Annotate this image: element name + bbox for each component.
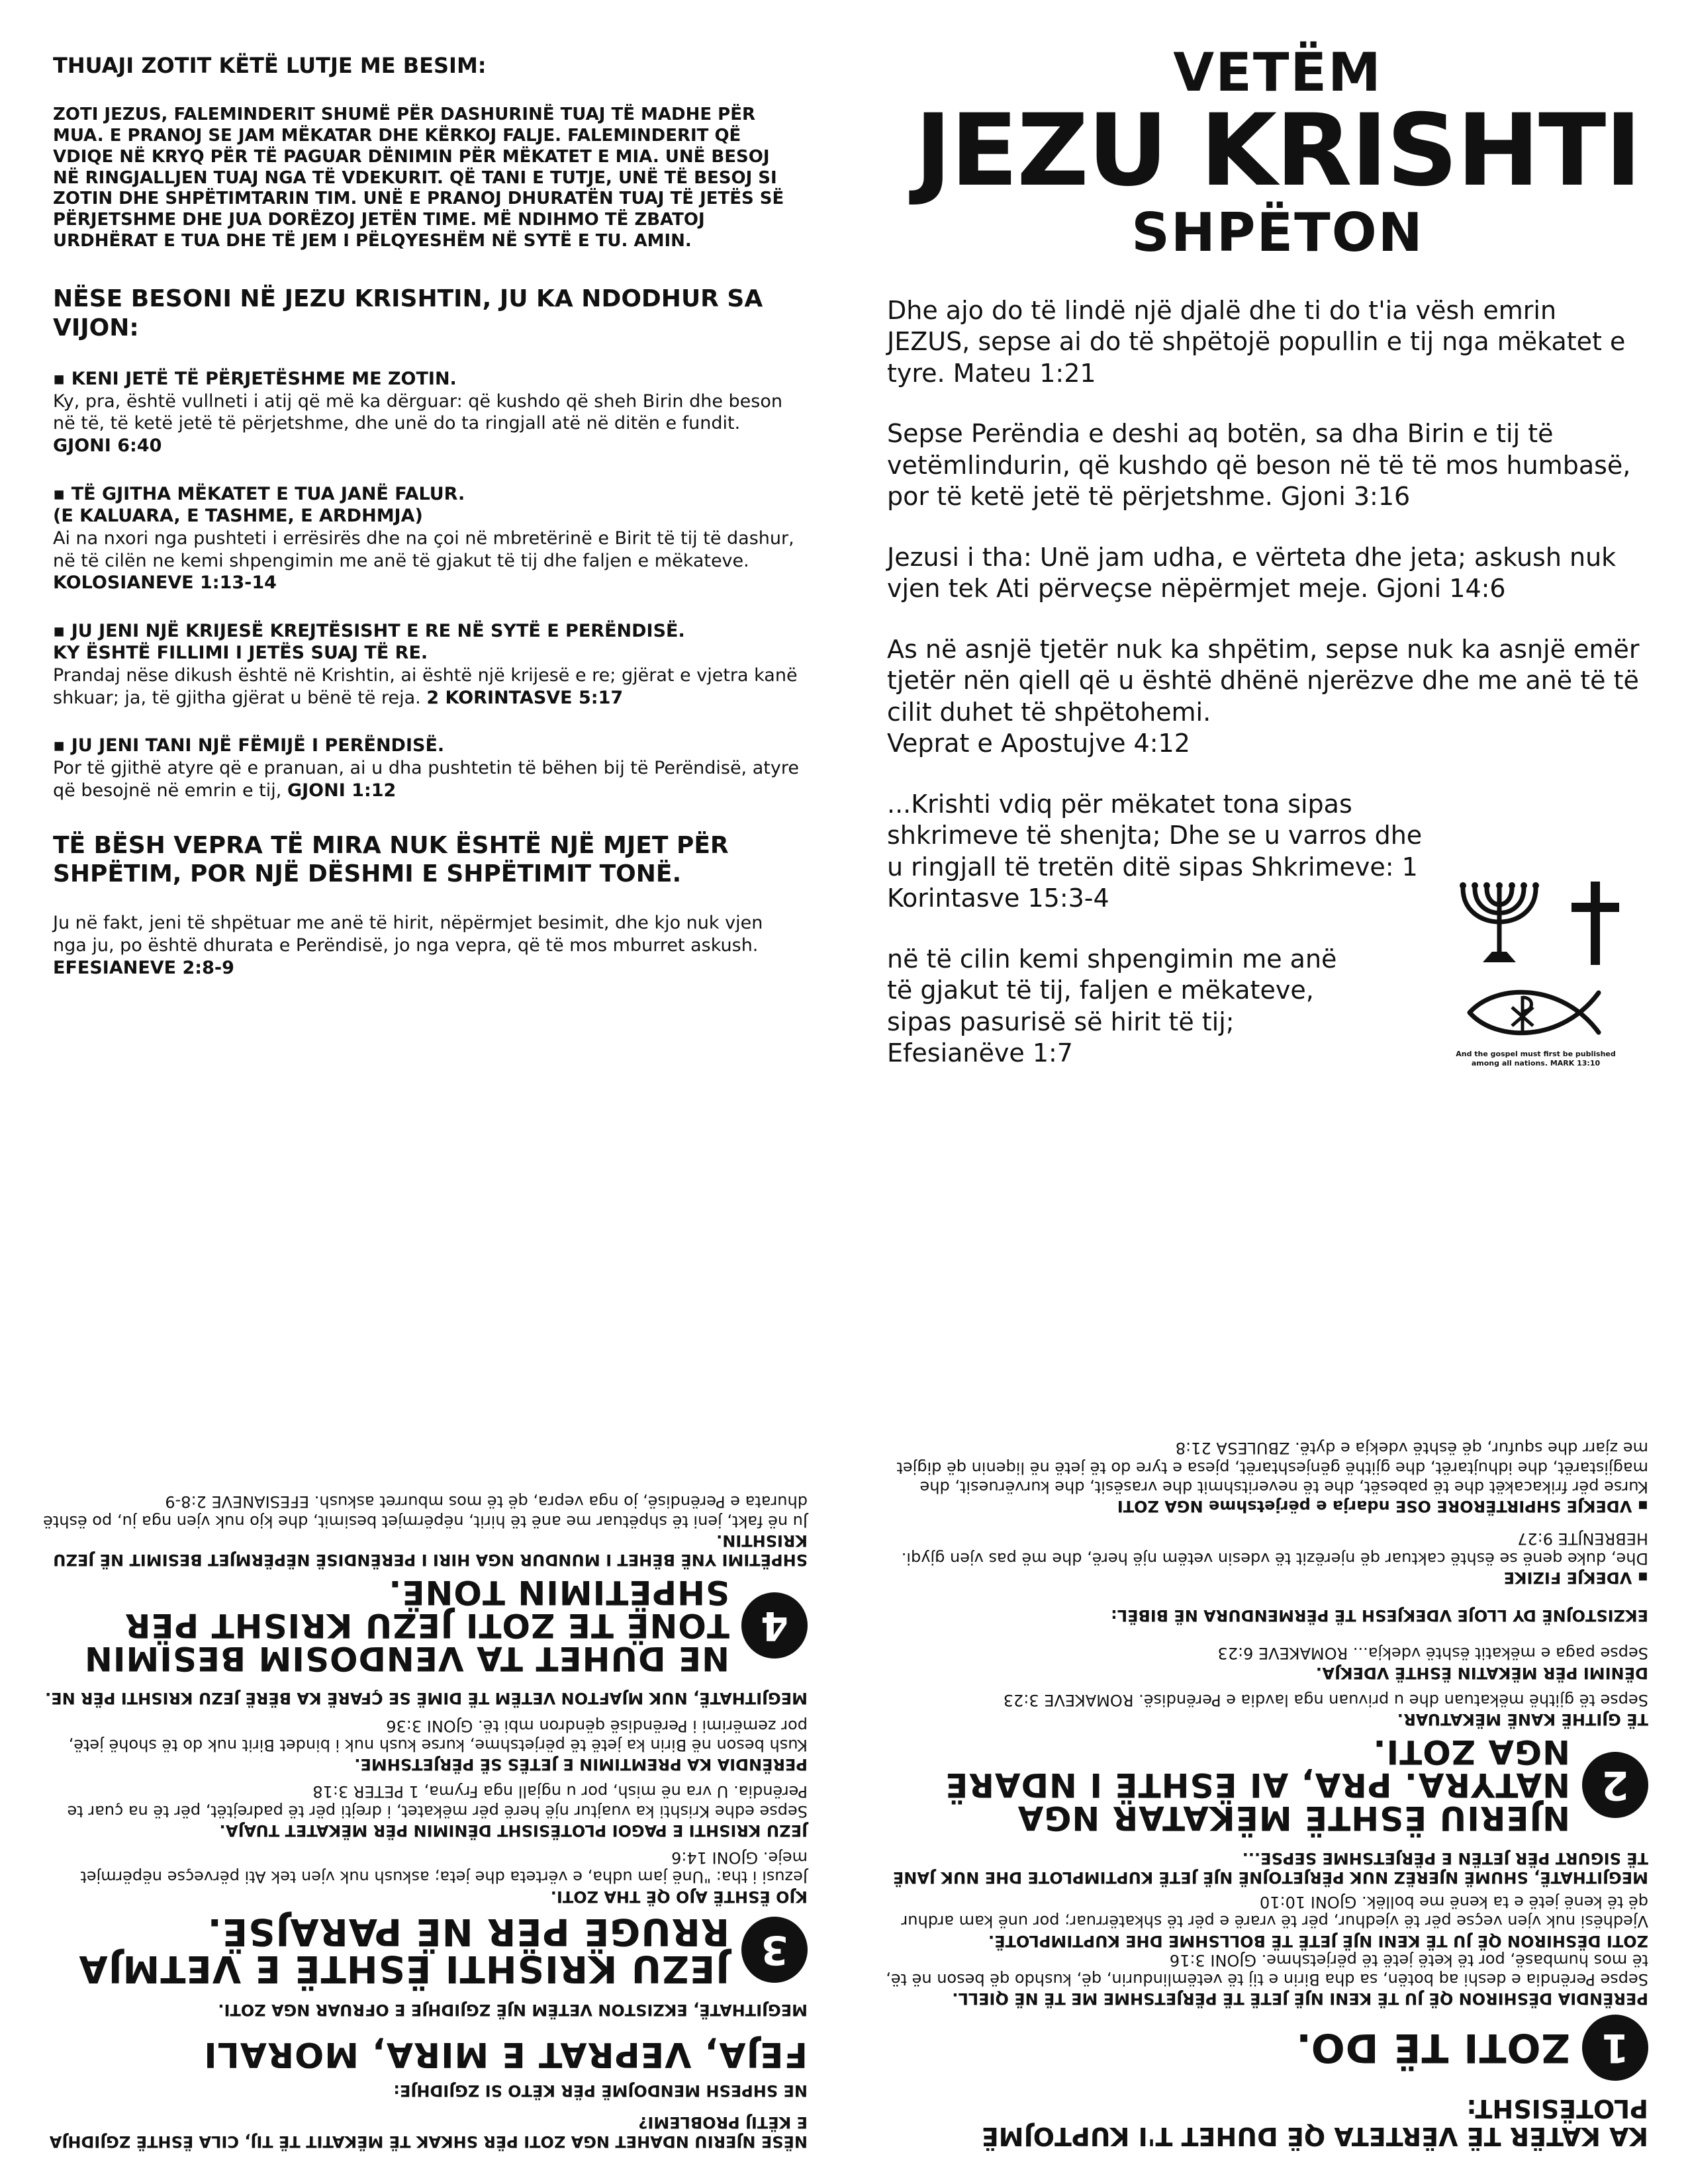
truth-3-text4: MEGJITHATË, NUK MJAFTON VETËM TË DIMË SE ÇFARË KA BËRË JEZU KRISHTI PËR NE. — [45, 1689, 808, 1708]
truth-3-text2: JEZU KRISHTI E PAGOI PLOTËSISHT DËNIMIN PËR MËKATET TUAJA. — [219, 1821, 808, 1840]
truth-2-text5: ▪ VDEKJE SHPIRTËRORE OSE ndarja e përjetshme NGA ZOTI — [1117, 1497, 1648, 1516]
truth-2-verse4: Dhe, duke qenë se është caktuar që njerëzit të vdesin vetëm një herë, dhe më pas vjen gjyqi. HEBRENJTE 9:27 — [901, 1529, 1648, 1568]
truth-2-header — [880, 1733, 1648, 1838]
works-ref: EFESIANEVE 2:8-9 — [53, 957, 234, 978]
truth-number: 2 — [1582, 1752, 1648, 1818]
truth-2-verse2: Sepse paga e mëkatit është vdekja... ROMAKEVE 6:23 — [1217, 1644, 1648, 1663]
truth-title: NE DUHET TA VENDOSIM BESIMIN TONË TE ZOTI JEZU KRISHT PËR SHPËTIMIN TONË. — [84, 1573, 729, 1678]
verse-korintasve: ...Krishti vdiq për mëkatet tona sipas shkrimeve të shenjta; Dhe se u varros dhe u ringjall të tretën ditë sipas Shkrimeve: 1 Korintasve 15:3-4 — [887, 789, 1423, 913]
verse-veprat: As në asnjë tjetër nuk ka shpëtim, sepse nuk ka asnjë emër tjetër nën qiell që u është dhënë njerëzve dhe me anë të të cilit duhet të shpëtohemi. Veprat e Apostujve 4:12 — [887, 634, 1640, 758]
truth-3-verse2: Sepse edhe Krishti ka vuajtur një herë për mëkatet, i drejti për të padrejtët, për të na çuar te Perëndia. U vra në mish, por u ngjall nga Fryma, 1 PETER 3:18 — [67, 1782, 808, 1821]
verse-gjoni-3-16: Sepse Perëndia e deshi aq botën, sa dha Birin e tij të vetëmlindurin, që kushdo që beson në të të mos humbasë, por të ketë jetë të përjetshme. Gjoni 3:16 — [887, 419, 1631, 511]
prayer-text: ZOTI JEZUS, FALEMINDERIT SHUMË PËR DASHURINË TUAJ TË MADHE PËR MUA. E PRANOJ SE JAM MËKATAR DHE KËRKOJ FALJE. FALEMINDERIT QË VDIQE NË KRYQ PËR TË PAGUAR DËNIMIN PËR MËKATET E MIA. UNË BESOJ NË RINGJALLJEN TUAJ NGA TË VDEKURIT. QË TANI E TUTJE, UNË TË BESOJ SI ZOTIN DHE SHPËTIMTARIN TIM. UNË E PRANOJ DHURATËN TUAJ TË JETËS SË PËRJETSHME DHE JUA DORËZOJ JETËN TIME. MË NDIHMO TË ZBATOJ URDHËRAT E TUA DHE TË JEM I PËLQYESHËM NË SYTË E TU. AMIN. — [53, 105, 784, 251]
point-body: Ky, pra, është vullneti i atij që më ka dërguar: që kushdo që sheh Birin dhe beson në të, të ketë jetë të përjetshme, dhe unë do ta ringjall atë në ditën e fundit. — [53, 390, 782, 434]
icon-caption: And the gospel must first be published among all nations. MARK 13:10 — [1456, 1050, 1616, 1068]
truth-2-verse5: Kurse për frikacakët dhe të pabesët, dhe të neveritshmit dhe vrasësit, dhe kurvëruesit, dhe magjistarët, dhe idhujtarët, dhe gjithë gënjeshtarët, pjesa e tyre do të jetë në liqenin që digjet me zjarr dhe squfur, që është vdekja e dytë. ZBULESA 21:8 — [896, 1439, 1648, 1496]
title-main: JEZU KRISHTI — [914, 93, 1641, 208]
truth-2-text4: ▪ VDEKJE FIZIKE — [1503, 1568, 1648, 1587]
ichthys-icon — [1450, 979, 1622, 1046]
believe-points — [53, 369, 801, 802]
truth-3-verse: Jezusi i tha: "Unë jam udha, e vërteta dhe jeta; askush nuk vjen tek Ati përveçse nëpërmjet meje. GJONI 14:6 — [80, 1848, 808, 1887]
point-title: ▪ TË GJITHA MËKATET E TUA JANË FALUR. (E KALUARA, E TASHME, E ARDHMJA) — [53, 483, 465, 526]
point-title: ▪ JU JENI TANI NJË FËMIJË I PERËNDISË. — [53, 735, 445, 756]
verse-efesianeve: në të cilin kemi shpengimin me anë të gjakut të tij, faljen e mëkateve, sipas pasurisë së hirit të tij; Efesianëve 1:7 — [887, 944, 1337, 1068]
truth-3-text3: PERËNDIA KA PREMTIMIN E JETËS SË PËRJETSHME. — [354, 1755, 808, 1774]
christian-symbols — [1450, 880, 1622, 1092]
point-body: Prandaj nëse dikush është në Krishtin, ai është një krijesë e re; gjërat e vjetra kanë shkuar; ja, të gjitha gjërat u bënë të reja. — [53, 664, 798, 708]
question-text3: MEGJITHATË, EKZISTON VETËM NJË ZGJIDHJE E OFRUAR NGA ZOTI. — [218, 2001, 808, 2020]
point-item — [53, 484, 801, 594]
truth-4-verse: Ju në fakt, jeni të shpëtuar me anë të hirit, nëpërmjet besimit, dhe kjo nuk vjen nga ju, po është dhurata e Perëndisë, jo nga vepra, që të mos mburret askush. EFESIANEVE 2:8-9 — [43, 1492, 808, 1531]
truth-1-text: PERËNDIA DËSHIRON QË JU TË KENI NJË JETË TË PËRJETSHME ME TË NË QIELL. — [952, 1989, 1648, 2009]
truth-3-header — [40, 1909, 808, 1990]
point-body: Por të gjithë atyre që e pranuan, ai u dha pushtetin të bëhen bij të Perëndisë, atyre që besojnë në emrin e tij, — [53, 758, 799, 801]
truth-1-text2: ZOTI DËSHIRON QË JU TË KENI NJË JETË TË BOLLSHME DHE KUPTIMPLOTË. — [988, 1931, 1648, 1950]
question-text: NËSE NJERIU NDAHET NGA ZOTI PËR SHKAK TË MËKATIT TË TIJ, CILA ËSHTË ZGJIDHJA E KËTIJ PROBLEMI? — [49, 2113, 808, 2151]
truth-number: 4 — [741, 1592, 808, 1659]
truth-1-verse2: Vjedhësi nuk vjen veçse për të vjedhur, për të vrarë e për të shkatërruar; por unë kam ardhur që të kenë jetë e ta kenë me bollëk. GJONI 10:10 — [901, 1893, 1648, 1931]
believe-heading: NËSE BESONI NË JEZU KRISHTIN, JU KA NDODHUR SA VIJON: — [53, 285, 763, 341]
truth-title: JEZU KRISHTI ËSHTË E VETMJA RRUGË PËR NË PARAJSË. — [78, 1909, 729, 1990]
truth-3-verse3: Kush beson në Birin ka jetë të përjetshme, kurse kush nuk i bindet Birit nuk do të shohë jetë, por zemërimi i Perëndisë qëndron mbi të. GJONI 3:36 — [68, 1716, 808, 1754]
truth-1-text3: MEGJITHATË, SHUMË NJERËZ NUK PËRJETOJNË NJË JETË KUPTIMPLOTE DHE NUK JANË TË SIGURT PËR JETËN E PËRJETSHME SEPSE... — [892, 1848, 1648, 1887]
truth-2-verse: Sepse të gjithë mëkatuan dhe u privuan nga lavdia e Perëndisë. ROMAKEVE 3:23 — [1003, 1691, 1648, 1710]
point-item — [53, 735, 801, 801]
truth-1-header — [880, 2015, 1648, 2081]
truth-number: 3 — [741, 1917, 808, 1983]
truth-title: NJERIU ËSHTË MËKATAR NGA NATYRA. PRA, AI ËSHTË I NDARË NGA ZOTI. — [945, 1733, 1570, 1838]
truth-4-header — [40, 1573, 808, 1678]
truth-1-verse: Sepse Perëndia e deshi aq botën, sa dha Birin e tij të vetëmlindurin, që, kushdo që beson në të, të mos humbasë, por të ketë jetë të përjetshme. GJONI 3:16 — [886, 1950, 1648, 1989]
point-item — [53, 621, 801, 709]
works-body: Ju në fakt, jeni të shpëtuar me anë të hirit, nëpërmjet besimit, dhe kjo nuk vjen nga ju, po është dhurata e Perëndisë, jo nga vepra, që të mos mburret askush. — [53, 913, 763, 956]
point-ref: KOLOSIANEVE 1:13-14 — [53, 572, 277, 594]
truths-1-2-panel — [880, 1125, 1648, 2158]
truth-3-text: KJO ËSHTË AJO QË THA ZOTI. — [550, 1887, 808, 1906]
truth-title: ZOTI TË DO. — [1295, 2025, 1570, 2071]
title-top: VETËM — [1173, 42, 1382, 103]
point-ref: 2 KORINTASVE 5:17 — [426, 687, 624, 708]
question-options: FEJA, VEPRAT E MIRA, MORALI — [203, 2034, 808, 2075]
point-ref: GJONI 1:12 — [287, 780, 397, 801]
truth-4-text: SHPËTIMI YNË BËHET I MUNDUR NGA HIRI I PERËNDISË NËPËRMJET BESIMIT NË JEZU KRISHTIN. — [53, 1531, 808, 1570]
works-heading: TË BËSH VEPRA TË MIRA NUK ËSHTË NJË MJET PËR SHPËTIM, POR NJË DËSHMI E SHPËTIMIT TONË. — [53, 831, 729, 888]
question-text2: NE SHPESH MENDOJMË PËR KËTO SI ZGJIDHJE: — [393, 2081, 808, 2101]
truths-3-4-panel — [40, 1138, 808, 2151]
point-title: ▪ KENI JETË TË PËRJETËSHME ME ZOTIN. — [53, 368, 457, 389]
truths-intro: KA KATËR TË VËRTETA QË DUHET T'I KUPTOJMË PLOTËSISHT: — [981, 2094, 1648, 2151]
title-panel — [887, 42, 1642, 1068]
prayer-heading: THUAJI ZOTIT KËTË LUTJE ME BESIM: — [53, 53, 487, 78]
truth-2-text: TË GJITHË KANË MËKATUAR. — [1397, 1710, 1648, 1729]
point-item — [53, 369, 801, 457]
verse-gjoni-14-6: Jezusi i tha: Unë jam udha, e vërteta dhe jeta; askush nuk vjen tek Ati përveçse nëpërmjet meje. Gjoni 14:6 — [887, 542, 1617, 603]
point-body: Ai na nxori nga pushteti i errësirës dhe na çoi në mbretërinë e Birit të tij të dashur, në të cilën ne kemi shpengimin me anë të gjakut të tij dhe faljen e mëkateve. — [53, 527, 794, 571]
cross-icon — [1569, 880, 1622, 966]
verse-mateu: Dhe ajo do të lindë një djalë dhe ti do t'ia vësh emrin JEZUS, sepse ai do të shpëtojë popullin e tij nga mëkatet e tyre. Mateu 1:21 — [887, 295, 1626, 388]
point-title: ▪ JU JENI NJË KRIJESË KREJTËSISHT E RE NË SYTË E PERËNDISË. KY ËSHTË FILLIMI I JETËS SUAJ TË RE. — [53, 621, 685, 664]
truth-number: 1 — [1582, 2015, 1648, 2081]
prayer-panel — [53, 53, 801, 1046]
title-bottom: SHPËTON — [1131, 201, 1424, 263]
point-ref: GJONI 6:40 — [53, 435, 162, 457]
truth-2-text3: EKZISTOJNË DY LLOJE VDEKJESH TË PËRMENDURA NË BIBËL: — [1111, 1606, 1648, 1625]
menorah-icon — [1450, 880, 1549, 966]
truth-2-text2: DËNIMI PËR MËKATIN ËSHTË VDEKJA. — [1315, 1663, 1648, 1682]
